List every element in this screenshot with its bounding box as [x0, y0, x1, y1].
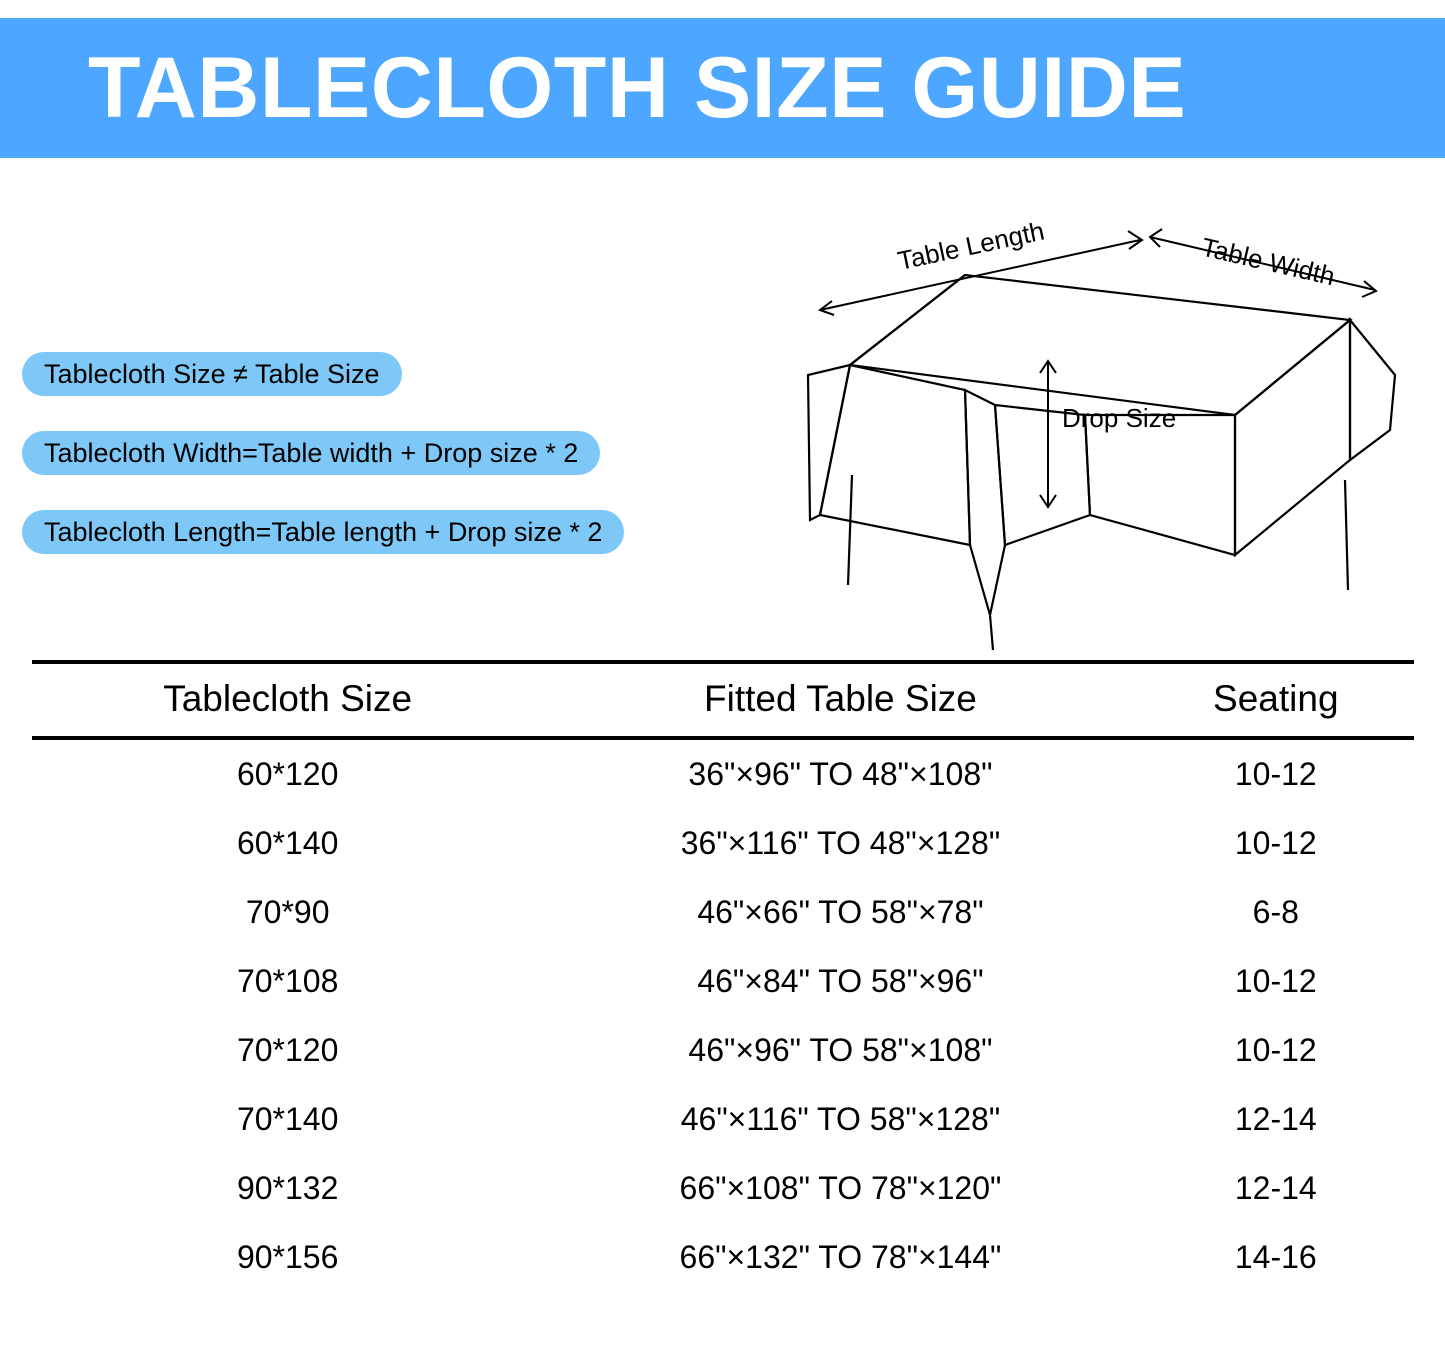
table-row	[32, 738, 1414, 809]
table-row	[32, 947, 1414, 1016]
page-title: TABLECLOTH SIZE GUIDE	[88, 40, 1187, 136]
cell-fitted-table-size: 66"×132" TO 78"×144"	[679, 1239, 1002, 1275]
table-row	[32, 1223, 1414, 1292]
table-edge-upper-left	[850, 275, 965, 365]
column-header-seating: Seating	[1213, 678, 1339, 719]
cell-tablecloth-size: 70*120	[236, 1032, 339, 1068]
cell-fitted-table-size: 36"×96" TO 48"×108"	[688, 756, 993, 792]
tablecloth-top-surface	[850, 275, 1350, 415]
cell-tablecloth-size: 90*132	[236, 1170, 339, 1206]
cell-tablecloth-size: 70*108	[236, 963, 339, 999]
cell-seating: 10-12	[1234, 756, 1317, 792]
column-header-tablecloth-size: Tablecloth Size	[163, 678, 413, 719]
table-header-row	[32, 662, 1414, 738]
cell-tablecloth-size: 70*90	[245, 894, 330, 930]
drape-right-side	[1235, 320, 1350, 555]
cell-fitted-table-size: 46"×84" TO 58"×96"	[697, 963, 984, 999]
cell-fitted-table-size: 66"×108" TO 78"×120"	[679, 1170, 1002, 1206]
table-length-label: Table Length	[895, 215, 1047, 276]
drape-right-corner	[1350, 320, 1395, 460]
table-leg-right	[1345, 480, 1348, 590]
pill-tablecloth-width-formula: Tablecloth Width=Table width + Drop size * 2	[22, 431, 600, 475]
column-header-fitted-table-size: Fitted Table Size	[704, 678, 977, 719]
drape-center-fold	[965, 390, 1005, 615]
drop-size-label: Drop Size	[1062, 403, 1177, 433]
table-row	[32, 1016, 1414, 1085]
cell-fitted-table-size: 46"×116" TO 58"×128"	[680, 1101, 1001, 1137]
table-width-label: Table Width	[1198, 231, 1338, 292]
cell-fitted-table-size: 36"×116" TO 48"×128"	[680, 825, 1001, 861]
table-row	[32, 809, 1414, 878]
cell-seating: 14-16	[1234, 1239, 1317, 1275]
table-header	[32, 662, 1414, 738]
size-guide-table	[32, 660, 1414, 1292]
cell-seating: 12-14	[1234, 1170, 1317, 1206]
formula-pill-group	[22, 352, 822, 589]
cell-seating: 6-8	[1252, 894, 1299, 930]
table-row	[32, 878, 1414, 947]
cell-tablecloth-size: 90*156	[236, 1239, 339, 1275]
table-diagram	[790, 215, 1420, 655]
drape-front-left	[820, 365, 970, 545]
cell-tablecloth-size: 60*120	[236, 756, 339, 792]
cell-seating: 12-14	[1234, 1101, 1317, 1137]
header-banner	[0, 18, 1445, 158]
drop-size-arrow	[1040, 361, 1056, 507]
cell-seating: 10-12	[1234, 825, 1317, 861]
cell-seating: 10-12	[1234, 1032, 1317, 1068]
pill-row	[22, 510, 822, 589]
table-row	[32, 1154, 1414, 1223]
pill-tablecloth-size-notequal: Tablecloth Size ≠ Table Size	[22, 352, 402, 396]
drape-front-right	[1085, 415, 1235, 555]
cell-fitted-table-size: 46"×96" TO 58"×108"	[688, 1032, 993, 1068]
drape-point-seam	[990, 615, 993, 650]
cell-seating: 10-12	[1234, 963, 1317, 999]
table-body	[32, 738, 1414, 1292]
table-row	[32, 1085, 1414, 1154]
pill-row	[22, 352, 822, 431]
cell-fitted-table-size: 46"×66" TO 58"×78"	[697, 894, 984, 930]
pill-tablecloth-length-formula: Tablecloth Length=Table length + Drop size * 2	[22, 510, 624, 554]
drape-left-corner	[808, 365, 850, 520]
cell-tablecloth-size: 60*140	[236, 825, 339, 861]
cell-tablecloth-size: 70*140	[236, 1101, 339, 1137]
pill-row	[22, 431, 822, 510]
table-leg-left	[848, 475, 852, 585]
